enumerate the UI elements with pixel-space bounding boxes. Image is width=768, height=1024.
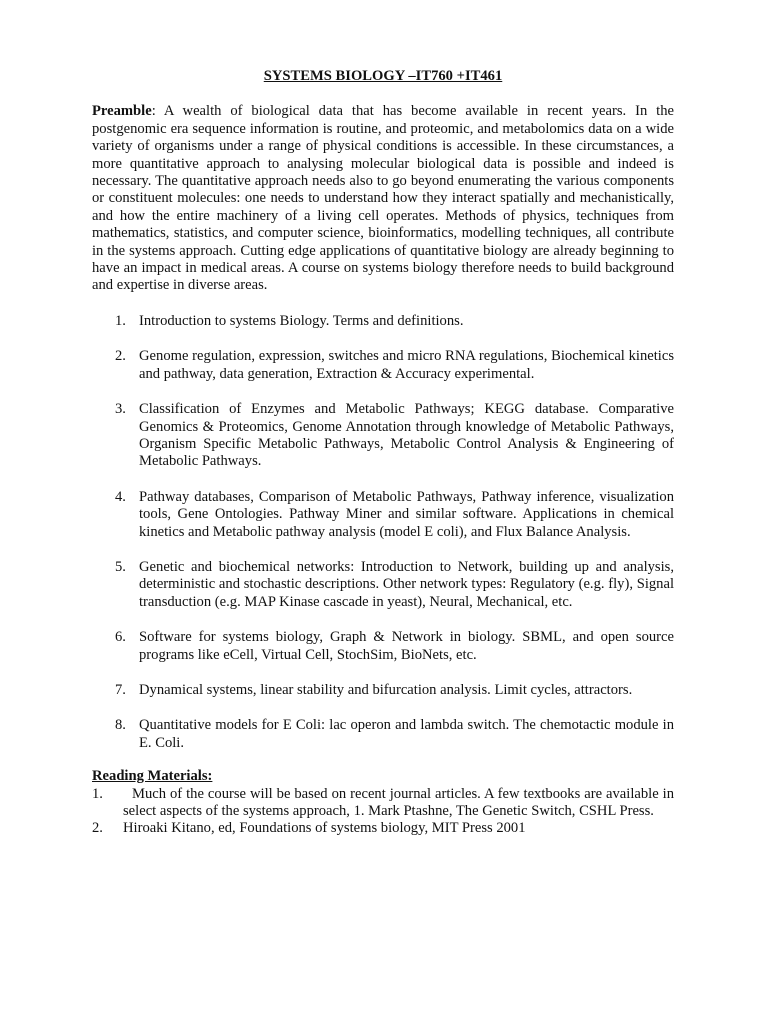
topic-number: 3.	[115, 401, 126, 418]
topic-text: Quantitative models for E Coli: lac operon and lambda switch. The chemotactic module in E. Coli.	[139, 717, 674, 751]
preamble-paragraph	[92, 103, 674, 294]
preamble-label: Preamble	[92, 103, 152, 120]
topic-text: Genome regulation, expression, switches and micro RNA regulations, Biochemical kinetics and pathway, data generation, Extraction & Accuracy experimental.	[139, 348, 674, 382]
reading-item	[92, 820, 674, 837]
topic-item	[92, 629, 674, 664]
topic-number: 2.	[115, 348, 126, 365]
preamble-text: : A wealth of biological data that has become available in recent years. In the postgenomic era sequence information is routine, and proteomic, and metabolomics data on a wide variety of organisms under a range of physical conditions is accessible. In these circumstances, a more quantitative approach to analysing molecular biological data is possible and indeed is necessary. The quantitative approach needs also to go beyond enumerating the various components or constituent molecules: one needs to understand how they interact spatially and mechanistically, and how the entire machinery of a living cell operates. Methods of physics, techniques from mathematics, statistics, and computer science, bioinformatics, modelling techniques, all contribute in the systems approach. Cutting edge applications of quantitative biology are already beginning to have an impact in medical areas. A course on systems biology therefore needs to build background and expertise in diverse areas.	[92, 103, 674, 294]
topic-item	[92, 682, 674, 699]
document-page	[92, 68, 674, 838]
topic-text: Genetic and biochemical networks: Introduction to Network, building up and analysis, deterministic and stochastic descriptions. Other network types: Regulatory (e.g. fly), Signal transduction (e.g. MAP Kinase cascade in yeast), Neural, Mechanical, etc.	[139, 558, 674, 610]
topic-item	[92, 313, 674, 330]
topic-item	[92, 348, 674, 383]
topic-item	[92, 489, 674, 541]
reading-text: Hiroaki Kitano, ed, Foundations of systems biology, MIT Press 2001	[123, 820, 526, 837]
reading-materials-heading: Reading Materials:	[92, 768, 213, 785]
topic-text: Introduction to systems Biology. Terms and definitions.	[139, 312, 464, 329]
topic-text: Dynamical systems, linear stability and bifurcation analysis. Limit cycles, attractors.	[139, 681, 633, 698]
document-title: SYSTEMS BIOLOGY –IT760 +IT461	[263, 68, 503, 84]
topic-number: 8.	[115, 717, 126, 734]
topic-text: Software for systems biology, Graph & Network in biology. SBML, and open source programs like eCell, Virtual Cell, StochSim, BioNets, etc.	[139, 629, 674, 663]
topic-item	[92, 559, 674, 611]
reading-list	[92, 786, 674, 838]
topic-number: 4.	[115, 488, 126, 505]
topic-item	[92, 717, 674, 752]
reading-number: 1.	[92, 785, 103, 802]
topic-list	[92, 313, 674, 752]
topic-text: Classification of Enzymes and Metabolic Pathways; KEGG database. Comparative Genomics & Proteomics, Genome Annotation through knowledge of Metabolic Pathways, Organism Specific Metabolic Pathways, Metabolic Control Analysis & Engineering of Metabolic Pathways.	[139, 401, 674, 470]
topic-number: 1.	[115, 312, 126, 329]
topic-number: 7.	[115, 681, 126, 698]
topic-text: Pathway databases, Comparison of Metabolic Pathways, Pathway inference, visualization tools, Gene Ontologies. Pathway Miner and similar software. Applications in chemical kinetics and Metabolic pathway analysis (model E coli), and Flux Balance Analysis.	[139, 488, 674, 540]
reading-number: 2.	[92, 820, 103, 837]
topic-item	[92, 401, 674, 471]
topic-number: 6.	[115, 629, 126, 646]
reading-item	[92, 786, 674, 821]
topic-number: 5.	[115, 558, 126, 575]
reading-text: Much of the course will be based on recent journal articles. A few textbooks are available in select aspects of the systems approach, 1. Mark Ptashne, The Genetic Switch, CSHL Press.	[123, 785, 674, 819]
